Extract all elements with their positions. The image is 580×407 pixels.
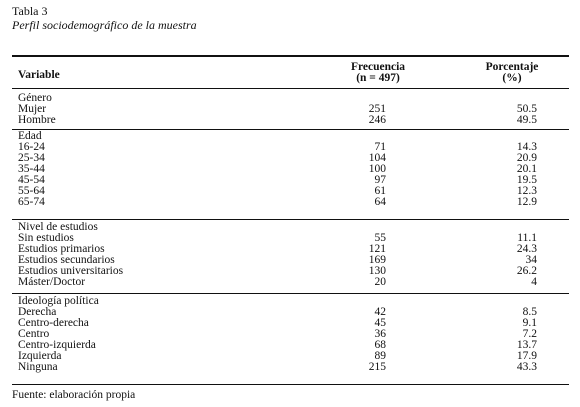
table-title: Perfil sociodemográfico de la muestra: [12, 18, 197, 32]
row-frequency: 42: [374, 306, 386, 318]
table-row: [12, 318, 569, 329]
row-percentage: 4: [531, 276, 537, 288]
row-label: 55-64: [18, 185, 45, 197]
table-row: [12, 115, 569, 126]
row-label: Izquierda: [18, 350, 62, 362]
row-percentage: 12.9: [516, 196, 537, 208]
table-row: [12, 277, 569, 288]
section-heading-label: Nivel de estudios: [18, 221, 98, 233]
row-percentage: 8.5: [522, 306, 537, 318]
header-rule: [12, 88, 569, 89]
table-row: [12, 197, 569, 208]
row-frequency: 36: [374, 328, 386, 340]
top-rule: [12, 55, 569, 57]
row-percentage: 50.5: [516, 103, 537, 115]
table-row: [12, 266, 569, 277]
row-label: 25-34: [18, 152, 45, 164]
table-row: [12, 104, 569, 115]
row-percentage: 24.3: [516, 243, 537, 255]
row-percentage: 26.2: [516, 265, 537, 277]
row-label: Ninguna: [18, 361, 58, 373]
row-percentage: 9.1: [522, 317, 537, 329]
row-label: Máster/Doctor: [18, 276, 86, 288]
row-label: Derecha: [18, 306, 57, 318]
row-percentage: 17.9: [516, 350, 537, 362]
row-percentage: 49.5: [516, 114, 537, 126]
row-frequency: 97: [374, 174, 386, 186]
row-label: Estudios primarios: [18, 243, 105, 255]
row-frequency: 64: [374, 196, 386, 208]
section-heading: [12, 296, 569, 307]
row-label: 65-74: [18, 196, 45, 208]
row-label: 35-44: [18, 163, 45, 175]
table-row: [12, 351, 569, 362]
section-separator: [12, 129, 569, 130]
section-separator: [12, 293, 569, 294]
table-row: [12, 186, 569, 197]
row-label: Centro: [18, 328, 50, 340]
row-label: Estudios universitarios: [18, 265, 124, 277]
row-frequency: 68: [374, 339, 386, 351]
row-frequency: 61: [374, 185, 386, 197]
row-percentage: 14.3: [516, 141, 537, 153]
table-row: [12, 340, 569, 351]
row-frequency: 20: [374, 276, 386, 288]
row-frequency: 246: [368, 114, 386, 126]
row-frequency: 55: [374, 232, 386, 244]
row-frequency: 45: [374, 317, 386, 329]
row-frequency: 89: [374, 350, 386, 362]
section-heading-label: Ideología política: [18, 295, 99, 307]
row-frequency: 251: [368, 103, 386, 115]
row-frequency: 169: [368, 254, 386, 266]
row-label: 45-54: [18, 174, 45, 186]
table-number: Tabla 3: [12, 4, 48, 18]
row-percentage: 12.3: [516, 185, 537, 197]
row-frequency: 121: [368, 243, 386, 255]
row-label: Centro-izquierda: [18, 339, 96, 351]
row-frequency: 215: [368, 361, 386, 373]
section-heading-label: Edad: [18, 130, 42, 142]
row-label: Sin estudios: [18, 232, 74, 244]
header-n: (n = 497): [356, 72, 400, 84]
table-caption: [12, 4, 197, 32]
row-frequency: 130: [368, 265, 386, 277]
row-label: Hombre: [18, 114, 56, 126]
row-percentage: 34: [525, 254, 537, 266]
row-percentage: 13.7: [516, 339, 537, 351]
row-frequency: 104: [368, 152, 386, 164]
section-heading-label: Género: [18, 92, 52, 104]
header-pct: (%): [502, 72, 522, 84]
section-separator: [12, 219, 569, 220]
table-row: [12, 164, 569, 175]
row-percentage: 43.3: [516, 361, 537, 373]
header-frecuencia: Frecuencia: [350, 61, 406, 73]
row-label: 16-24: [18, 141, 45, 153]
section-heading: [12, 131, 569, 142]
table-row: [12, 362, 569, 373]
row-label: Mujer: [18, 103, 47, 115]
row-label: Estudios secundarios: [18, 254, 115, 266]
section-heading: [12, 222, 569, 233]
bottom-rule: [12, 384, 569, 385]
row-percentage: 19.5: [516, 174, 537, 186]
table-row: [12, 153, 569, 164]
table-row: [12, 142, 569, 153]
row-percentage: 11.1: [517, 232, 537, 244]
header-porcentaje: Porcentaje: [485, 61, 539, 73]
table-row: [12, 307, 569, 318]
table-row: [12, 175, 569, 186]
row-label: Centro-derecha: [18, 317, 89, 329]
header-variable: Variable: [18, 69, 60, 81]
row-frequency: 71: [374, 141, 386, 153]
table-footer: Fuente: elaboración propia: [12, 389, 136, 401]
section-heading: [12, 93, 569, 104]
row-percentage: 20.9: [516, 152, 537, 164]
row-frequency: 100: [368, 163, 386, 175]
row-percentage: 7.2: [522, 328, 537, 340]
row-percentage: 20.1: [516, 163, 537, 175]
